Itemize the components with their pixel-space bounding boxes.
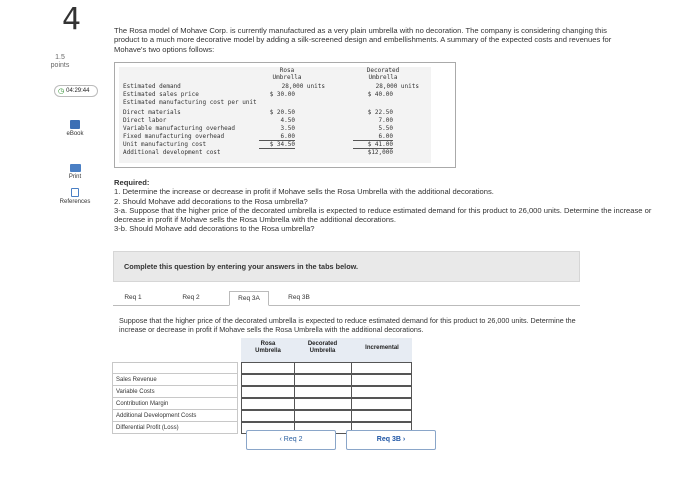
- answer-cell[interactable]: [351, 386, 412, 398]
- answer-cell[interactable]: [351, 362, 412, 374]
- points-indicator: [50, 54, 70, 70]
- tab-req-3b[interactable]: Req 3B: [288, 294, 310, 301]
- row-value-decorated: 5.50: [378, 125, 393, 132]
- print-button[interactable]: [55, 164, 95, 180]
- answer-blank-label: [112, 362, 238, 374]
- row-label: Estimated demand: [123, 83, 181, 90]
- printer-icon: [70, 164, 81, 172]
- row-value-decorated: 6.00: [353, 133, 393, 141]
- answer-row-label: Variable Costs: [112, 386, 238, 398]
- answer-cell[interactable]: [294, 362, 352, 374]
- row-value-rosa: $ 20.50: [269, 109, 295, 116]
- references-label: References: [59, 199, 91, 205]
- header-line: Decorated: [307, 341, 338, 347]
- tab-instruction: Suppose that the higher price of the decorated umbrella is expected to reduce estimated demand for this product to 26,000 units. Determine the increase or decrease in profit if Mohave sells the Rosa Umbrella with the additional decorations.: [119, 316, 576, 334]
- row-value-rosa: 28,000 units: [281, 83, 325, 90]
- tab-req-3a[interactable]: Req 3A: [229, 291, 269, 306]
- answer-cell[interactable]: [241, 374, 295, 386]
- answer-cell[interactable]: [351, 410, 412, 422]
- answer-cell[interactable]: [294, 410, 352, 422]
- header-line: Umbrella: [309, 348, 336, 354]
- answer-row-label: Sales Revenue: [112, 374, 238, 386]
- panel-text: Complete this question by entering your answers in the tabs below.: [124, 262, 359, 271]
- instructions-panel: [113, 251, 580, 282]
- ebook-button[interactable]: [55, 120, 95, 137]
- points-value: 1.5: [55, 54, 65, 61]
- row-value-decorated: 28,000 units: [375, 83, 419, 90]
- row-value-rosa: 3.50: [280, 125, 295, 132]
- prev-label: Req 2: [283, 436, 303, 443]
- tab-req-2[interactable]: Req 2: [182, 294, 200, 301]
- answer-cell[interactable]: [351, 398, 412, 410]
- row-value-decorated: $ 22.50: [367, 109, 393, 116]
- answer-cell[interactable]: [294, 398, 352, 410]
- book-icon: [70, 120, 80, 129]
- answer-cell[interactable]: [241, 386, 295, 398]
- required-item: 3-b. Should Mohave add decorations to the Rosa umbrella?: [114, 224, 315, 234]
- answer-cell[interactable]: [294, 386, 352, 398]
- question-number: 4: [62, 2, 82, 37]
- required-item: 3-a. Suppose that the higher price of the decorated umbrella is expected to reduce estimated demand for this product to 26,000 units. Determine the increase or decrease in profit if Mohave sells the Rosa Umbrella with the additional decorations.: [114, 205, 652, 225]
- required-item: 1. Determine the increase or decrease in profit if Mohave sells the Rosa Umbrella with the additional decorations.: [114, 187, 494, 197]
- required-title: Required:: [114, 178, 150, 187]
- row-label: Fixed manufacturing overhead: [123, 133, 225, 140]
- header-line: Rosa: [260, 341, 276, 347]
- ebook-label: eBook: [66, 131, 84, 137]
- answer-header-rosa: [243, 341, 293, 355]
- row-label: Direct labor: [123, 117, 167, 124]
- answer-cell[interactable]: [241, 410, 295, 422]
- row-value-rosa: $ 34.50: [259, 141, 295, 149]
- answer-header-decorated: [295, 341, 350, 355]
- col-header-rosa-2: Umbrella: [272, 74, 302, 81]
- references-icon: [71, 188, 79, 197]
- header-line: Umbrella: [255, 348, 281, 354]
- row-value-decorated: $ 41.00: [353, 141, 393, 149]
- tab-req-1[interactable]: Req 1: [124, 294, 142, 301]
- answer-row-label: Differential Profit (Loss): [112, 422, 238, 434]
- answer-cell[interactable]: [241, 398, 295, 410]
- req-tabs: [113, 291, 580, 306]
- prev-req-button[interactable]: [246, 430, 336, 450]
- answer-cell[interactable]: [294, 374, 352, 386]
- points-label: points: [50, 62, 70, 69]
- row-value-decorated: $12,000: [367, 149, 393, 156]
- row-value-rosa: 6.00: [259, 133, 295, 141]
- row-label: Additional development cost: [123, 149, 221, 156]
- cost-data-table: [114, 62, 456, 168]
- row-label: Unit manufacturing cost: [123, 141, 207, 148]
- required-item: 2. Should Mohave add decorations to the Rosa umbrella?: [114, 196, 308, 206]
- clock-icon: ◷: [58, 88, 65, 95]
- timer-value: 04:29:44: [66, 88, 90, 94]
- row-label: Variable manufacturing overhead: [123, 125, 235, 132]
- answer-row-label: Additional Development Costs: [112, 410, 238, 422]
- next-label: Req 3B: [376, 436, 401, 443]
- references-button[interactable]: [55, 188, 95, 205]
- row-label: Estimated manufacturing cost per unit: [123, 99, 257, 106]
- row-value-decorated: 7.00: [378, 117, 393, 124]
- required-section: [114, 178, 674, 234]
- answer-row-label: Contribution Margin: [112, 398, 238, 410]
- row-value-rosa: $ 30.00: [269, 91, 295, 98]
- answer-cell[interactable]: [351, 374, 412, 386]
- col-header-decorated-2: Umbrella: [368, 74, 398, 81]
- row-label: Direct materials: [123, 109, 181, 116]
- row-value-decorated: $ 40.00: [367, 91, 393, 98]
- chevron-right-icon: ›: [400, 436, 406, 443]
- answer-header-incremental: Incremental: [365, 345, 399, 351]
- next-req-button[interactable]: [346, 430, 436, 450]
- col-header-rosa-1: Rosa: [279, 67, 295, 74]
- timer[interactable]: [54, 85, 98, 97]
- col-header-decorated-1: Decorated: [366, 67, 400, 74]
- answer-cell[interactable]: [241, 362, 295, 374]
- chevron-left-icon: ‹: [279, 436, 284, 443]
- row-label: Estimated sales price: [123, 91, 199, 98]
- print-label: Print: [68, 174, 82, 180]
- intro-text: The Rosa model of Mohave Corp. is currently manufactured as a very plain umbrella with no decoration. The company is considering changing this product to a much more decorative model by adding a silk-screened design and embellishments. A summary of the expected costs and revenues for Mohave's two options follows:: [114, 26, 612, 54]
- row-value-rosa: 4.50: [280, 117, 295, 124]
